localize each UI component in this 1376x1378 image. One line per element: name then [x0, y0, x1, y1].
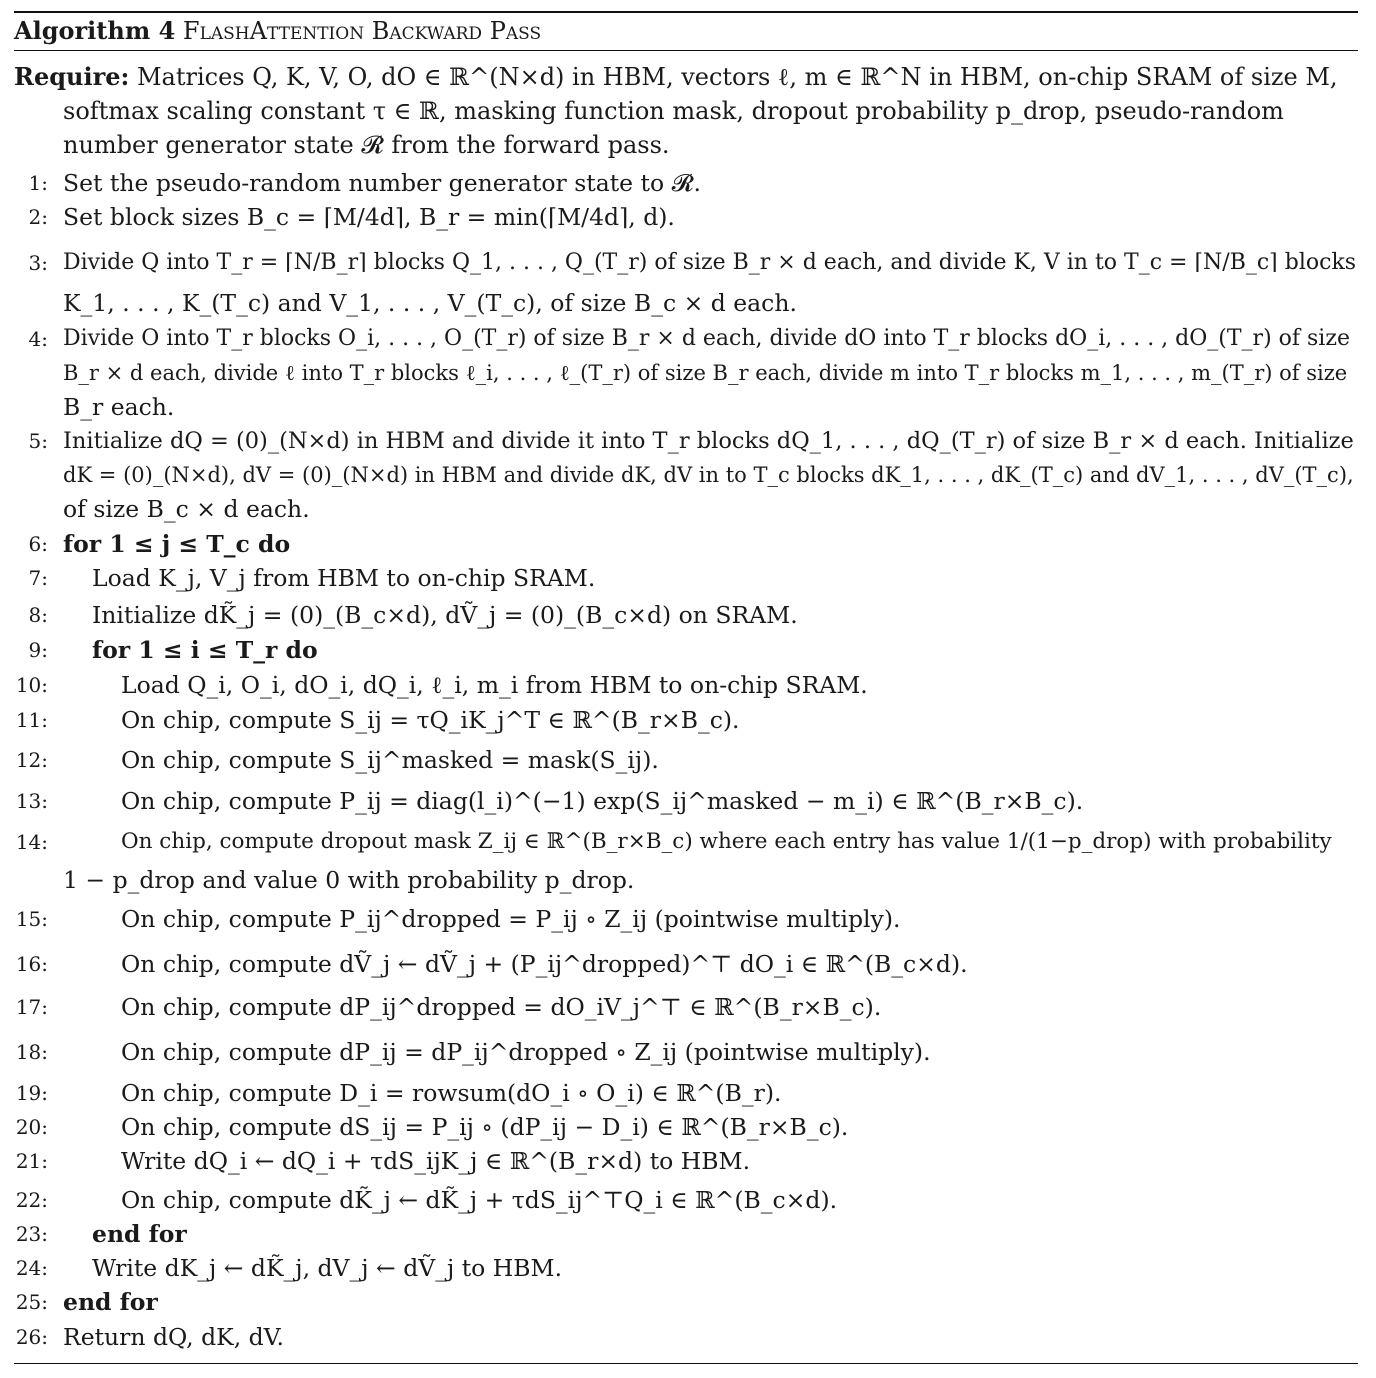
- line-continuation: dK = (0)_(N×d), dV = (0)_(N×d) in HBM and divide dK, dV in to T_c blocks dK_1, . . . , dK_(T_c) and dV_1, . . . , dV_(T_c),: [63, 463, 1354, 487]
- algorithm-title: FlashAttention Backward Pass: [182, 17, 542, 45]
- line-text: for 1 ≤ i ≤ T_r do: [92, 636, 318, 664]
- line-number: 15:: [15, 907, 48, 931]
- algorithm-caption: [14, 14, 541, 48]
- line-number: 23:: [15, 1222, 48, 1246]
- line-text: Write dQ_i ← dQ_i + τdS_ijK_j ∈ ℝ^(B_r×d) to HBM.: [121, 1147, 751, 1175]
- line-number: 1:: [28, 171, 48, 195]
- line-text: On chip, compute dP_ij^dropped = dO_iV_j^⊤ ∈ ℝ^(B_r×B_c).: [121, 993, 882, 1021]
- line-number: 20:: [15, 1115, 48, 1139]
- line-text: Load K_j, V_j from HBM to on-chip SRAM.: [92, 564, 596, 592]
- line-number: 16:: [15, 952, 48, 976]
- line-number: 19:: [15, 1081, 48, 1105]
- line-text: On chip, compute dṼ_j ← dṼ_j + (P_ij^dropped)^⊤ dO_i ∈ ℝ^(B_c×d).: [121, 950, 968, 978]
- line-text: Return dQ, dK, dV.: [63, 1323, 285, 1351]
- line-number: 9:: [28, 638, 48, 662]
- line-number: 7:: [28, 566, 48, 590]
- line-continuation: 1 − p_drop and value 0 with probability p_drop.: [63, 866, 635, 894]
- line-text: On chip, compute D_i = rowsum(dO_i ∘ O_i) ∈ ℝ^(B_r).: [121, 1079, 782, 1107]
- line-text: On chip, compute dropout mask Z_ij ∈ ℝ^(B_r×B_c) where each entry has value 1/(1−p_drop) with probability: [121, 829, 1332, 854]
- top-rule: [14, 11, 1358, 13]
- line-text: Divide O into T_r blocks O_i, . . . , O_(T_r) of size B_r × d each, divide dO into T_r blocks dO_i, . . . , dO_(T_r) of size: [63, 326, 1350, 351]
- line-number: 25:: [15, 1290, 48, 1314]
- line-number: 4:: [28, 327, 48, 351]
- algorithm-block: [14, 0, 1358, 1378]
- bottom-rule: [14, 1363, 1358, 1364]
- line-number: 14:: [15, 830, 48, 854]
- line-number: 24:: [15, 1256, 48, 1280]
- line-number: 11:: [15, 708, 48, 732]
- line-number: 6:: [28, 532, 48, 556]
- require-block: [14, 60, 1357, 162]
- line-text: Write dK_j ← dK̃_j, dV_j ← dṼ_j to HBM.: [92, 1254, 563, 1282]
- line-text: Set block sizes B_c = ⌈M/4d⌉, B_r = min(⌈M/4d⌉, d).: [63, 203, 675, 231]
- algorithm-label: Algorithm 4: [14, 16, 176, 45]
- require-line-1: Matrices Q, K, V, O, dO ∈ ℝ^(N×d) in HBM, vectors ℓ, m ∈ ℝ^N in HBM, on-chip SRAM of size M,: [136, 63, 1338, 91]
- line-text: Set the pseudo-random number generator state to 𝓡.: [63, 169, 702, 197]
- line-text: end for: [92, 1220, 187, 1248]
- line-number: 26:: [15, 1325, 48, 1349]
- line-text: On chip, compute S_ij = τQ_iK_j^T ∈ ℝ^(B_r×B_c).: [121, 706, 740, 734]
- line-text: Initialize dK̃_j = (0)_(B_c×d), dṼ_j = (0)_(B_c×d) on SRAM.: [92, 601, 798, 629]
- require-line-3: number generator state 𝓡 from the forward pass.: [63, 131, 670, 159]
- line-text: On chip, compute P_ij = diag(l_i)^(−1) exp(S_ij^masked − m_i) ∈ ℝ^(B_r×B_c).: [121, 787, 1084, 815]
- line-number: 5:: [28, 429, 48, 453]
- line-number: 8:: [28, 603, 48, 627]
- line-text: On chip, compute dP_ij = dP_ij^dropped ∘ Z_ij (pointwise multiply).: [121, 1038, 931, 1066]
- line-number: 2:: [28, 205, 48, 229]
- line-continuation: K_1, . . . , K_(T_c) and V_1, . . . , V_(T_c), of size B_c × d each.: [63, 289, 797, 317]
- line-text: On chip, compute P_ij^dropped = P_ij ∘ Z_ij (pointwise multiply).: [121, 905, 901, 933]
- line-number: 10:: [15, 673, 48, 697]
- line-number: 18:: [15, 1040, 48, 1064]
- line-number: 22:: [15, 1188, 48, 1212]
- caption-rule: [14, 50, 1358, 51]
- line-continuation: B_r each.: [63, 393, 175, 421]
- line-text: for 1 ≤ j ≤ T_c do: [63, 530, 291, 558]
- line-text: end for: [63, 1288, 158, 1316]
- line-text: On chip, compute dS_ij = P_ij ∘ (dP_ij − D_i) ∈ ℝ^(B_r×B_c).: [121, 1113, 849, 1141]
- require-label: Require:: [14, 62, 130, 91]
- line-number: 13:: [15, 789, 48, 813]
- line-number: 17:: [15, 995, 48, 1019]
- line-text: Initialize dQ = (0)_(N×d) in HBM and divide it into T_r blocks dQ_1, . . . , dQ_(T_r) of size B_r × d each. Initialize: [63, 428, 1354, 454]
- line-number: 21:: [15, 1149, 48, 1173]
- line-text: Divide Q into T_r = ⌈N/B_r⌉ blocks Q_1, . . . , Q_(T_r) of size B_r × d each, and divide K, V in to T_c = ⌈N/B_c⌉ blocks: [63, 250, 1357, 275]
- line-text: Load Q_i, O_i, dO_i, dQ_i, ℓ_i, m_i from HBM to on-chip SRAM.: [121, 671, 868, 699]
- line-continuation: B_r × d each, divide ℓ into T_r blocks ℓ_i, . . . , ℓ_(T_r) of size B_r each, divide m into T_r blocks m_1, . . . , m_(T_r) of size: [63, 361, 1348, 385]
- line-text: On chip, compute dK̃_j ← dK̃_j + τdS_ij^⊤Q_i ∈ ℝ^(B_c×d).: [121, 1186, 838, 1214]
- line-continuation: of size B_c × d each.: [63, 495, 310, 523]
- line-text: On chip, compute S_ij^masked = mask(S_ij).: [121, 746, 659, 774]
- require-line-2: softmax scaling constant τ ∈ ℝ, masking function mask, dropout probability p_drop, pseudo-random: [63, 97, 1284, 125]
- line-number: 3:: [28, 251, 48, 275]
- line-number: 12:: [15, 748, 48, 772]
